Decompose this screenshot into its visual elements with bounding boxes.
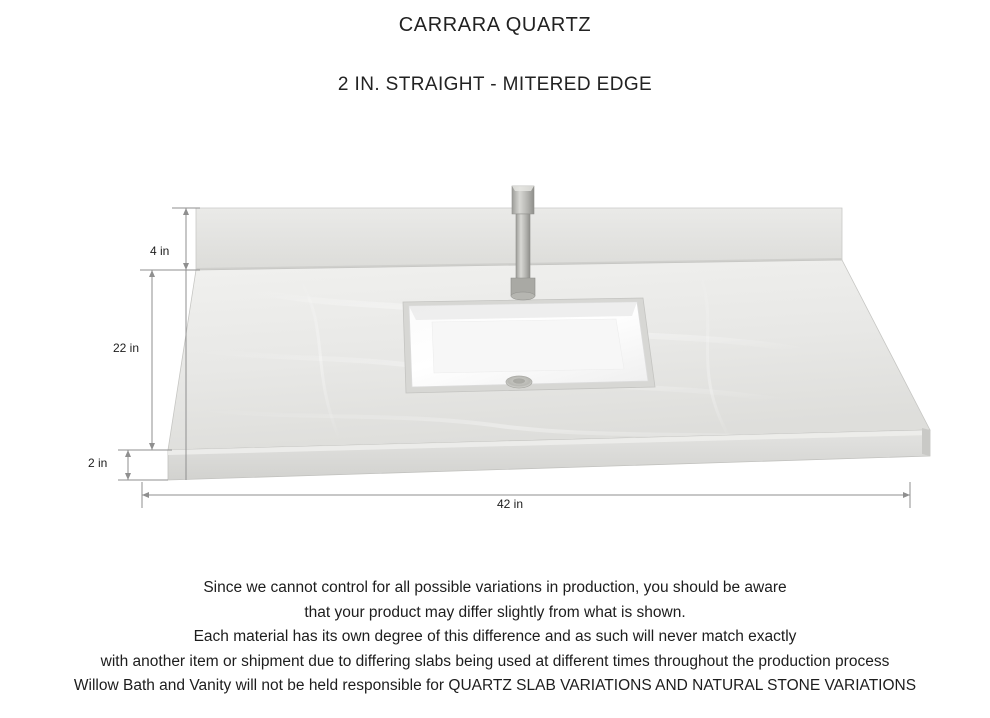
disclaimer-line-3: Each material has its own degree of this difference and as such will never match exactly [193, 628, 797, 645]
disclaimer-line-4: with another item or shipment due to differing slabs being used at different times throughout the production process [100, 652, 890, 670]
dimension-label-backsplash-height: 4 in [150, 244, 170, 258]
dimension-label-width: 42 in [497, 497, 524, 511]
page-title: CARRARA QUARTZ [398, 14, 592, 36]
page-subtitle: 2 IN. STRAIGHT - MITERED EDGE [337, 74, 653, 95]
disclaimer-line-5: Willow Bath and Vanity will not be held responsible for QUARTZ SLAB VARIATIONS AND NATURAL STONE VARIATIONS [73, 677, 917, 694]
countertop-right-side [922, 428, 930, 456]
product-illustration [0, 150, 990, 520]
disclaimer-line-1: Since we cannot control for all possible variations in production, you should be aware [203, 579, 787, 596]
dimension-label-edge-thickness: 2 in [88, 456, 108, 470]
disclaimer-text [0, 576, 990, 699]
disclaimer-line-2: that your product may differ slightly from what is shown. [304, 603, 686, 621]
sink-basin [403, 298, 655, 393]
title-block [0, 14, 990, 37]
dimension-label-depth: 22 in [113, 341, 140, 355]
